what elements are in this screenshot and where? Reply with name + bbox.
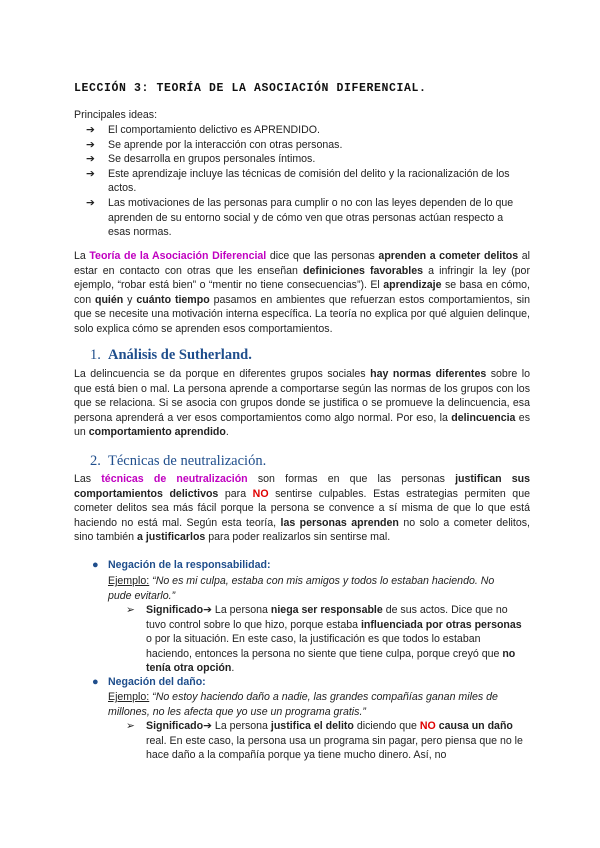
neutralization-term: técnicas de neutralización — [101, 473, 248, 485]
arrow-icon: ➔ — [86, 196, 95, 209]
arrow-icon: ➔ — [203, 604, 212, 616]
arrowhead-icon: ➢ — [126, 720, 135, 732]
ideas-label: Principales ideas: — [74, 109, 158, 121]
neg-damage-example: Ejemplo: “No estoy haciendo daño a nadie, las grandes compañías ganan miles de millones, no les afecta que yo use un programa gratis.” — [108, 691, 498, 718]
idea-item: ➔ Se aprende por la interacción con otras personas. — [86, 138, 343, 151]
intro-paragraph: La Teoría de la Asociación Diferencial dice que las personas aprenden a cometer delitos al estar en contacto con otras que les enseñan definiciones favorables a infringir la ley (por ejemplo, “robar está bien” o “mentir no tiene consecuencias”). El aprendizaje se basa en cómo, con quién y cuánto tiempo pasamos en ambientes que refuerzan estos comportamientos, sin que se necesite una motivación interna específica. La teoría no explica por qué alguien delinque, solo explica cómo se aprenden esos comportamientos. — [74, 250, 530, 335]
neg-responsibility-meaning: ➢ Significado➔ La persona niega ser responsable de sus actos. Dice que no tuvo control sobre lo que hizo, porque estaba influenciada por otras personas o por la situación. En este caso, la justificación es que todos lo estaban haciendo, entonces la persona no siente que tiene culpa, porque creyó que no tenía otra opción. — [126, 604, 522, 675]
arrow-icon: ➔ — [203, 720, 212, 732]
neg-responsibility-example: Ejemplo: “No es mi culpa, estaba con mis amigos y todos lo estaban haciendo. No pude evitarlo.” — [108, 575, 495, 602]
neg-responsibility-heading: Negación de la responsabilidad: — [108, 559, 271, 571]
section1-paragraph: La delincuencia se da porque en diferentes grupos sociales hay normas diferentes sobre lo que está bien o mal. La persona aprende a comportarse según las normas de los grupos con los que se relaciona. Si se asocia con grupos donde se justifica o se promueve la delincuencia, esa persona aprenderá a ver esos comportamientos como algo normal. Por eso, la delincuencia es un comportamiento aprendido. — [74, 368, 530, 439]
section-heading-neutralization: 2. Técnicas de neutralización. — [90, 453, 267, 469]
bullet-icon: ● — [92, 676, 99, 688]
neg-damage-heading: Negación del daño: — [108, 676, 206, 688]
theory-name: Teoría de la Asociación Diferencial — [89, 250, 267, 262]
idea-item: ➔ Este aprendizaje incluye las técnicas de comisión del delito y la racionalización de los actos. — [86, 167, 510, 195]
idea-item: ➔ Las motivaciones de las personas para cumplir o no con las leyes dependen de lo que aprenden de su entorno social y de cómo ven que otras personas actúan respecto a esas normas. — [86, 196, 514, 239]
arrow-icon: ➔ — [86, 167, 95, 180]
arrow-icon: ➔ — [86, 138, 95, 151]
arrowhead-icon: ➢ — [126, 604, 135, 616]
idea-item: ➔ El comportamiento delictivo es APRENDIDO. — [86, 124, 320, 136]
neg-damage-meaning: ➢ Significado➔ La persona justifica el delito diciendo que NO causa un daño real. En este caso, la persona usa un programa sin pagar, pero piensa que no le hace daño a la compañía porque ya tiene mucho dinero. Así, no — [126, 720, 523, 762]
bullet-icon: ● — [92, 559, 99, 571]
section2-paragraph: Las técnicas de neutralización son formas en que las personas justifican sus comportamientos delictivos para NO sentirse culpables. Estas estrategias permiten que cometer delitos sea más fácil porque la persona se convence a sí misma de que lo que está haciendo no está mal. Según esta teoría, las personas aprenden no solo a cometer delitos, sino también a justificarlos para poder realizarlos sin sentirse mal. — [74, 473, 531, 544]
lesson-title: LECCIÓN 3: TEORÍA DE LA ASOCIACIÓN DIFERENCIAL. — [74, 82, 427, 95]
ideas-list — [86, 123, 526, 240]
arrow-icon: ➔ — [86, 124, 95, 136]
section-heading-sutherland: 1. Análisis de Sutherland. — [90, 347, 252, 363]
idea-item: ➔ Se desarrolla en grupos personales íntimos. — [86, 153, 316, 166]
arrow-icon: ➔ — [86, 153, 95, 166]
